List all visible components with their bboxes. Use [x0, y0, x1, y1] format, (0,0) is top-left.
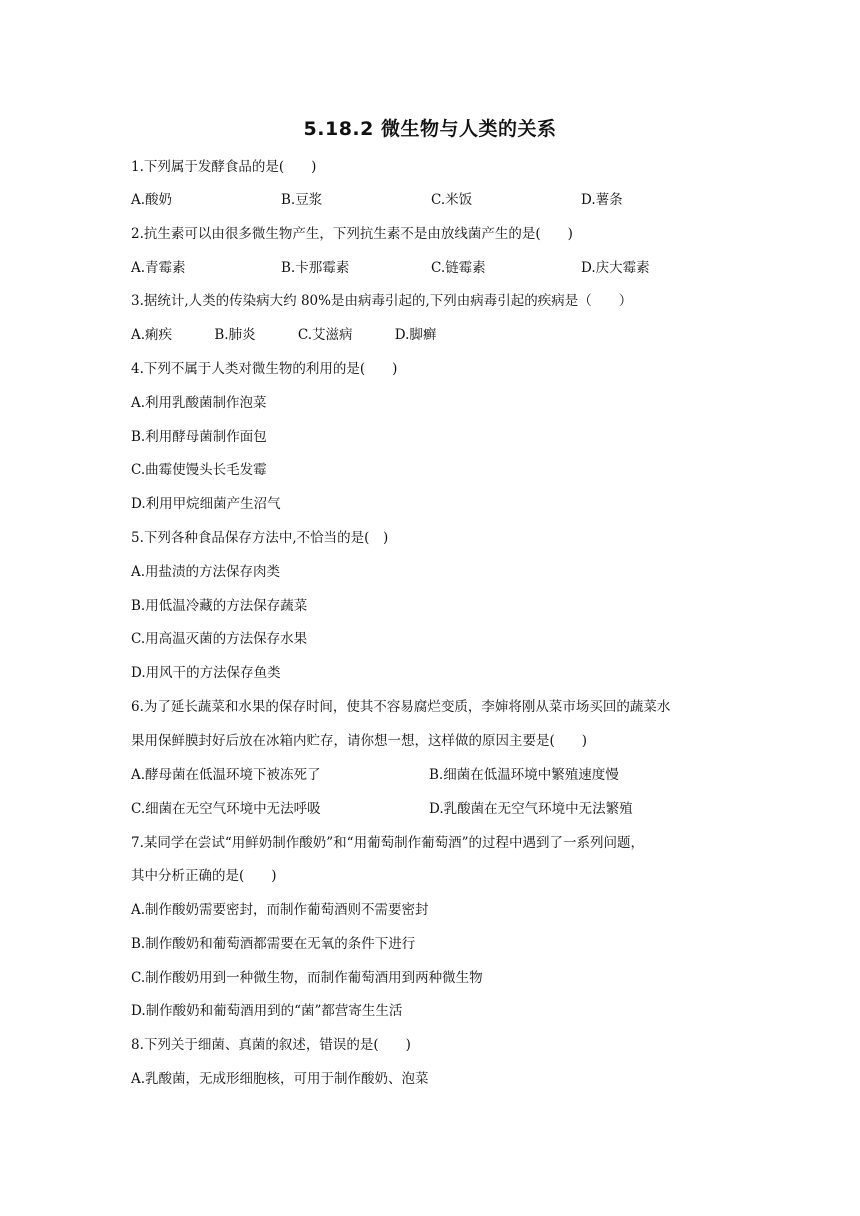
question-2-option-b: B.卡那霉素 [281, 260, 350, 276]
question-1-option-a: A.酸奶 [131, 192, 173, 208]
question-7-option-d: D.制作酸奶和葡萄酒用到的“菌”都营寄生生活 [131, 1003, 403, 1019]
question-8-option-a: A.乳酸菌，无成形细胞核，可用于制作酸奶、泡菜 [131, 1071, 429, 1087]
question-2-option-a: A.青霉素 [131, 260, 186, 276]
question-3-option-d: D.脚癣 [394, 327, 437, 343]
page-title: 5.18.2 微生物与人类的关系 [303, 118, 557, 140]
question-2-stem: 2.抗生素可以由很多微生物产生，下列抗生素不是由放线菌产生的是( ) [131, 226, 573, 242]
question-3-option-a: A.痢疾 [131, 327, 173, 343]
question-6-option-c: C.细菌在无空气环境中无法呼吸 [131, 801, 321, 817]
question-6-option-a: A.酵母菌在低温环境下被冻死了 [131, 767, 321, 783]
question-5-option-b: B.用低温冷藏的方法保存蔬菜 [131, 598, 308, 614]
question-6-stem-line-2: 果用保鲜膜封好后放在冰箱内贮存，请你想一想，这样做的原因主要是( ) [131, 733, 588, 749]
question-1-options [131, 190, 731, 210]
question-3-stem: 3.据统计,人类的传染病大约 80%是由病毒引起的,下列由病毒引起的疾病是（ ） [131, 293, 633, 309]
question-7-option-c: C.制作酸奶用到一种微生物，而制作葡萄酒用到两种微生物 [131, 970, 483, 986]
question-6-option-b: B.细菌在低温环境中繁殖速度慢 [429, 767, 619, 783]
question-5-option-a: A.用盐渍的方法保存肉类 [131, 564, 281, 580]
question-3-option-c: C.艾滋病 [297, 327, 353, 343]
question-4-stem: 4.下列不属于人类对微生物的利用的是( ) [131, 361, 398, 377]
question-8-stem: 8.下列关于细菌、真菌的叙述，错误的是( ) [131, 1037, 411, 1053]
question-6-options-row-1 [131, 765, 731, 785]
question-3-option-b: B.肺炎 [214, 327, 256, 343]
question-6-stem-line-1: 6.为了延长蔬菜和水果的保存时间，使其不容易腐烂变质，李婶将刚从菜市场买回的蔬菜水 [131, 699, 671, 715]
question-4-option-a: A.利用乳酸菌制作泡菜 [131, 395, 267, 411]
question-1-option-c: C.米饭 [431, 192, 473, 208]
question-6-option-d: D.乳酸菌在无空气环境中无法繁殖 [429, 801, 633, 817]
question-3-options [131, 325, 474, 345]
question-5-option-d: D.用风干的方法保存鱼类 [131, 665, 281, 681]
question-4-option-b: B.利用酵母菌制作面包 [131, 429, 267, 445]
question-7-option-a: A.制作酸奶需要密封，而制作葡萄酒则不需要密封 [131, 902, 429, 918]
question-5-stem: 5.下列各种食品保存方法中,不恰当的是( ) [131, 530, 389, 546]
question-2-options [131, 258, 731, 278]
question-6-options-row-2 [131, 799, 731, 819]
question-7-stem-line-1: 7.某同学在尝试“用鲜奶制作酸奶”和“用葡萄制作葡萄酒”的过程中遇到了一系列问题， [131, 835, 644, 851]
question-1-stem: 1.下列属于发酵食品的是( ) [131, 159, 317, 175]
question-1-option-b: B.豆浆 [281, 192, 323, 208]
question-4-option-d: D.利用甲烷细菌产生沼气 [131, 496, 281, 512]
question-5-option-c: C.用高温灭菌的方法保存水果 [131, 631, 308, 647]
question-4-option-c: C.曲霉使馒头长毛发霉 [131, 462, 267, 478]
question-7-stem-line-2: 其中分析正确的是( ) [131, 868, 277, 884]
question-2-option-c: C.链霉素 [431, 260, 486, 276]
question-1-option-d: D.薯条 [581, 192, 623, 208]
question-2-option-d: D.庆大霉素 [581, 260, 650, 276]
question-7-option-b: B.制作酸奶和葡萄酒都需要在无氧的条件下进行 [131, 936, 416, 952]
